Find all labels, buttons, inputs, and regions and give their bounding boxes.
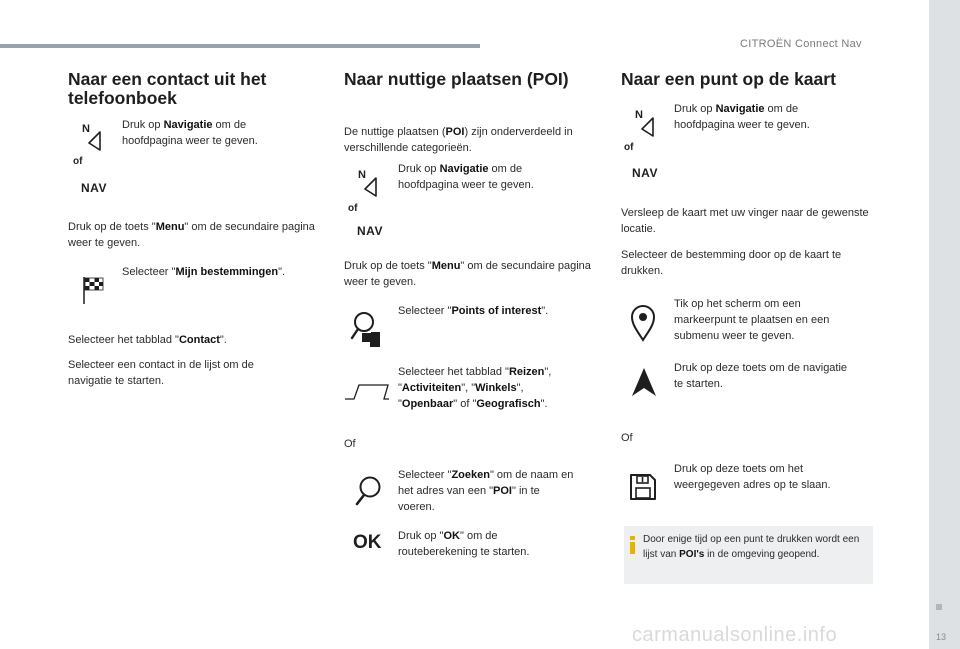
step-text: Tik op het scherm om een markeerpunt te plaatsen en een submenu weer te geven.: [674, 298, 830, 342]
checkered-flag-icon: [82, 275, 104, 305]
poi-search-icon: [349, 308, 385, 348]
step-text: Druk op de toets "Menu" om de secundaire pagina weer te geven.: [68, 221, 315, 249]
section-title-map-point: Naar een punt op de kaart: [621, 69, 836, 89]
of-word: Of: [621, 432, 633, 444]
step-text: Druk op deze toets om het weergegeven adres op te slaan.: [674, 463, 831, 491]
title-line: Naar een contact uit het: [68, 69, 267, 89]
of-label: of: [624, 142, 634, 153]
step-text: Selecteer het tabblad "Reizen", "Activiteiten", "Winkels", "Openbaar" of "Geografisch".: [398, 366, 552, 410]
info-icon: [629, 536, 636, 554]
paragraph: Versleep de kaart met uw vinger naar de gewenste locatie.: [621, 207, 869, 235]
header-rule: [0, 44, 480, 48]
nav-button-label: NAV: [357, 224, 383, 238]
navigation-arrow-icon: [86, 130, 102, 152]
page-marker: [936, 604, 942, 610]
nav-button-label: NAV: [81, 181, 107, 195]
step-text: Druk op deze toets om de navigatie te starten.: [674, 362, 848, 390]
info-text: Door enige tijd op een punt te drukken wordt een lijst van POI's in de omgeving geopend.: [643, 534, 860, 560]
of-label: of: [73, 156, 83, 167]
intro-text: De nuttige plaatsen (POI) zijn onderverdeeld in verschillende categorieën.: [344, 126, 573, 154]
step-text: Selecteer "Mijn bestemmingen".: [122, 266, 286, 278]
step-text: Druk op de toets "Menu" om de secundaire pagina weer te geven.: [344, 260, 591, 288]
step-text: Druk op Navigatie om de hoofdpagina weer te geven.: [398, 163, 534, 191]
step-text: Selecteer "Points of interest".: [398, 305, 549, 317]
step-text: Druk op Navigatie om de hoofdpagina weer te geven.: [674, 103, 810, 131]
title-line: telefoonboek: [68, 88, 177, 108]
north-letter: N: [358, 169, 366, 181]
of-label: of: [348, 203, 358, 214]
nav-button-label: NAV: [632, 166, 658, 180]
of-word: Of: [344, 438, 356, 450]
map-pin-icon: [628, 303, 658, 343]
navigation-arrow-icon: [362, 176, 378, 198]
paragraph: Selecteer de bestemming door op de kaart te drukken.: [621, 249, 842, 277]
save-icon: [628, 472, 658, 502]
step-text: Selecteer "Zoeken" om de naam en het adres van een "POI" in te voeren.: [398, 469, 574, 513]
navigation-arrow-icon: [639, 116, 655, 138]
brand-header: CITROËN Connect Nav: [740, 38, 862, 50]
page-side-strip: [929, 0, 960, 649]
section-title-poi: Naar nuttige plaatsen (POI): [344, 69, 569, 89]
ok-button-label: OK: [353, 532, 382, 553]
north-letter: N: [635, 109, 643, 121]
north-letter: N: [82, 123, 90, 135]
step-text: Druk op "OK" om de routeberekening te starten.: [398, 530, 530, 558]
search-icon: [353, 474, 383, 508]
navigation-start-icon: [630, 366, 658, 398]
step-text: Druk op Navigatie om de hoofdpagina weer te geven.: [122, 119, 258, 147]
tab-bar-icon: [344, 382, 390, 402]
step-text: Selecteer een contact in de lijst om de navigatie te starten.: [68, 359, 254, 387]
watermark-text: carmanualsonline.info: [632, 624, 838, 646]
step-text: Selecteer het tabblad "Contact".: [68, 334, 227, 346]
page-number: 13: [936, 632, 947, 642]
section-title-contact: [68, 70, 318, 108]
